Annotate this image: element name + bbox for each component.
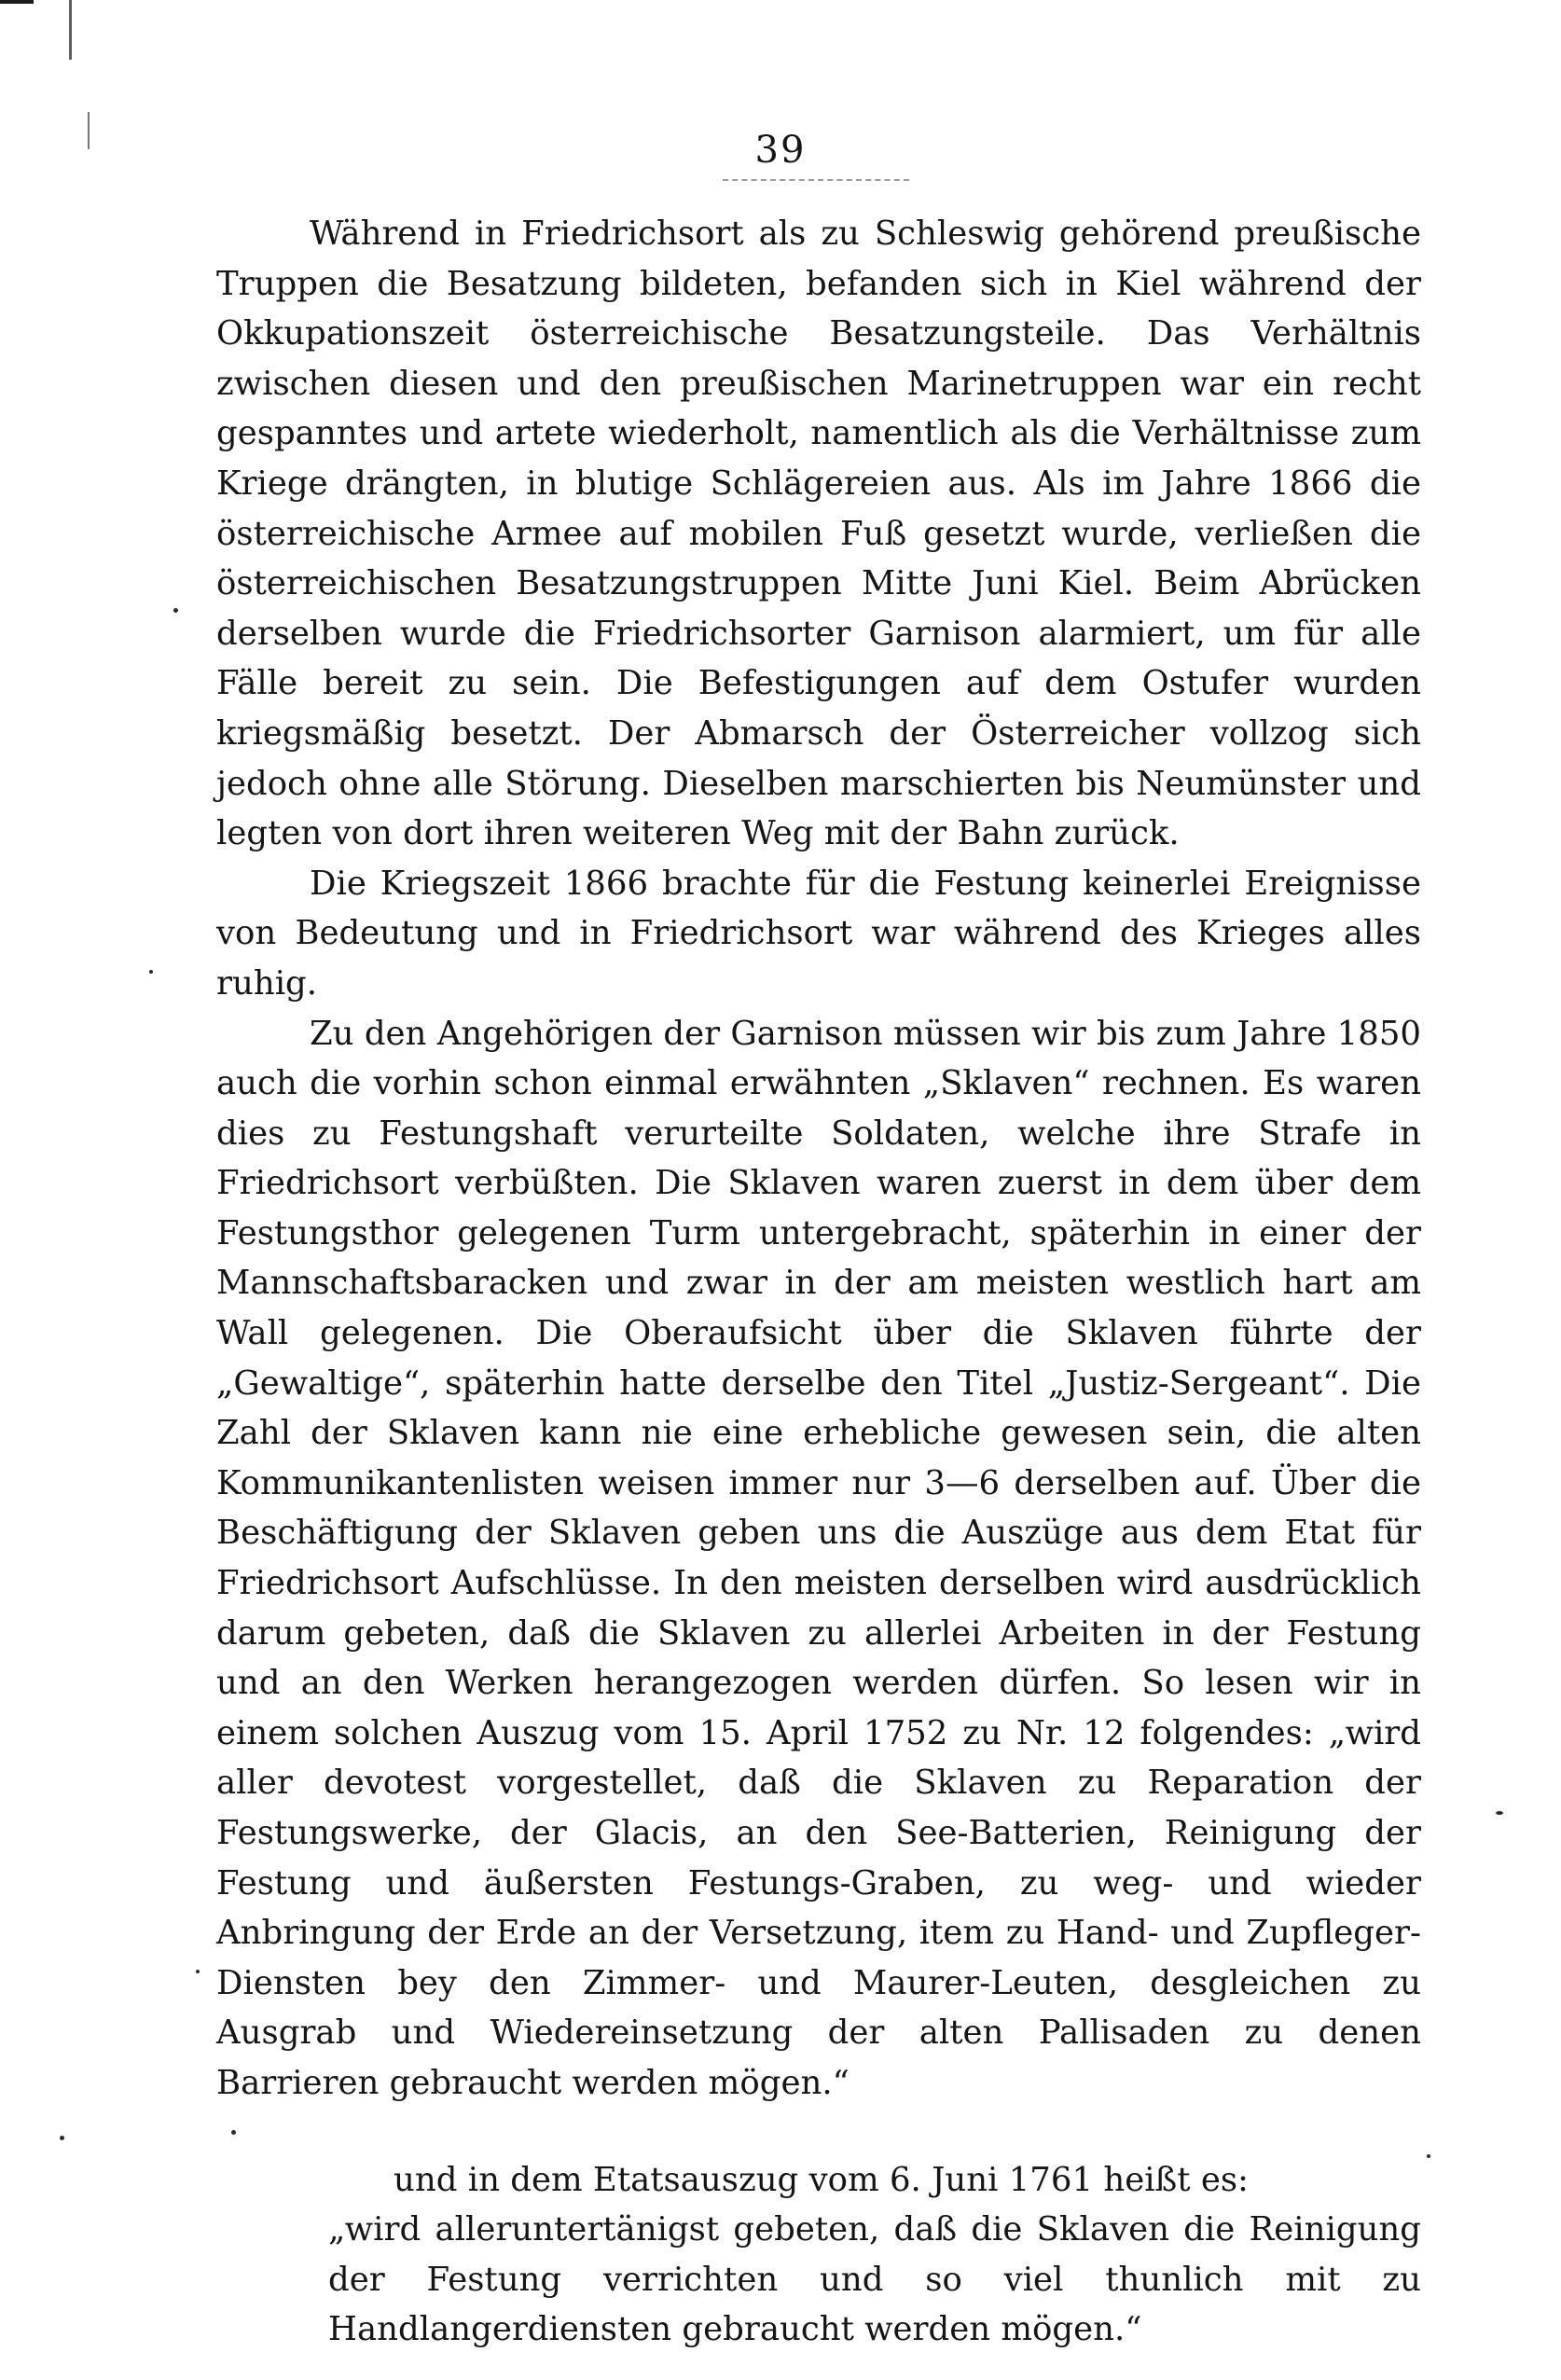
scan-speck <box>60 2136 64 2140</box>
scan-speck <box>1427 2154 1430 2158</box>
body-text <box>216 209 1421 2355</box>
scan-speck <box>173 608 178 613</box>
scan-speck <box>1496 1811 1503 1815</box>
quote-text: „wird alleruntertänigst gebeten, daß die Sklaven die Reinigung der Festung verrichten und so viel thunlich mit zu Handlangerdiensten gebraucht werden mögen.“ <box>328 2210 1421 2349</box>
paragraph: Die Kriegszeit 1866 brachte für die Festung keinerlei Ereignisse von Bedeutung und in Friedrichsort war während des Krieges alles ruhig. <box>216 864 1421 1003</box>
scan-speck <box>149 970 153 974</box>
scan-edge-mark <box>0 0 34 4</box>
scan-speck <box>196 1970 200 1973</box>
page-number: 39 <box>754 129 807 172</box>
paragraph: Während in Friedrichsort als zu Schleswig gehörend preußische Truppen die Besatzung bildeten, befanden sich in Kiel während der Okkupationszeit österreichische Besatzungsteile. Das Verhältnis zwischen diesen und den preußischen Marinetruppen war ein recht gespanntes und artete wiederholt, namentlich als die Verhältnisse zum Kriege drängten, in blutige Schlägereien aus. Als im Jahre 1866 die österreichische Armee auf mobilen Fuß gesetzt wurde, verließen die österreichischen Besatzungstruppen Mitte Juni Kiel. Beim Abrücken derselben wurde die Friedrichsorter Garnison alarmiert, um für alle Fälle bereit zu sein. Die Befestigungen auf dem Ostufer wurden kriegsmäßig besetzt. Der Abmarsch der Österreicher vollzog sich jedoch ohne alle Störung. Dieselben marschierten bis Neumünster und legten von dort ihren weiteren Weg mit der Bahn zurück. <box>216 214 1421 853</box>
paragraph: Zu den Angehörigen der Garnison müssen wir bis zum Jahre 1850 auch die vorhin schon einmal erwähnten „Sklaven“ rechnen. Es waren dies zu Festungshaft verurteilte Soldaten, welche ihre Strafe in Friedrichsort verbüßten. Die Sklaven waren zuerst in dem über dem Festungsthor gelegenen Turm untergebracht, späterhin in einer der Mannschaftsbaracken und zwar in der am meisten westlich hart am Wall gelegenen. Die Oberaufsicht über die Sklaven führte der „Gewaltige“, späterhin hatte derselbe den Titel „Justiz-Sergeant“. Die Zahl der Sklaven kann nie eine erhebliche gewesen sein, die alten Kommunikantenlisten weisen immer nur 3—6 derselben auf. Über die Beschäftigung der Sklaven geben uns die Auszüge aus dem Etat für Friedrichsort Aufschlüsse. In den meisten derselben wird ausdrücklich darum gebeten, daß die Sklaven zu allerlei Arbeiten in der Festung und an den Werken herangezogen werden dürfen. So lesen wir in einem solchen Auszug vom 15. April 1752 zu Nr. 12 folgendes: „wird aller devotest vorgestellet, daß die Sklaven zu Reparation der Festungswerke, der Glacis, an den See-Batterien, Reinigung der Festung und äußersten Festungs-Graben, zu weg- und wieder Anbringung der Erde an der Versetzung, item zu Hand- und Zupfleger-Diensten bey den Zimmer- und Maurer-Leuten, desgleichen zu Ausgrab und Wiedereinsetzung der alten Pallisaden zu denen Barrieren gebraucht werden mögen.“ <box>216 1014 1421 2102</box>
scan-speck <box>231 2130 236 2135</box>
quote-intro: und in dem Etatsauszug vom 6. Juni 1761 heißt es: <box>394 2160 1250 2199</box>
scan-edge-mark <box>69 0 72 60</box>
page-number-rule <box>723 179 909 181</box>
